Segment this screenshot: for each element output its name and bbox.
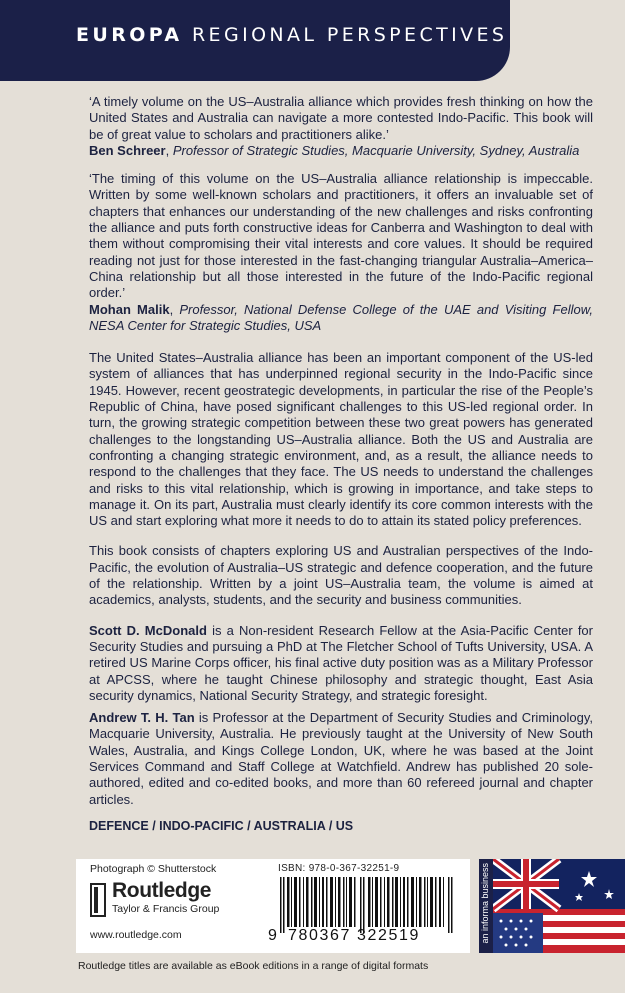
author-bio [89, 623, 593, 704]
back-cover-text [89, 94, 593, 834]
series-banner [0, 0, 510, 81]
blurb-paragraph: The United States–Australia alliance has been an important component of the US-led system of alliances that has underpinned regional security in the Indo-Pacific since 1945. However, recent geostrategic developments, in particular the rise of the People’s Republic of China, have posed significant challenges to this US-led regional order. In turn, the growing strategic competition between these two great powers has generated challenges to the longstanding US–Australia alliance. Both the US and Australia are confronting a changing strategic environment, and, as a result, the alliance needs to respond to the challenges that they face. The US needs to understand the challenges and risks to this vital relationship, which is growing in importance, and take steps to manage it. On its part, Australia must clearly identify its core common interests with the US and start exploring what more it needs to do to attain its stated policy preferences. [89, 350, 593, 529]
series-title-rest: REGIONAL PERSPECTIVES [191, 24, 508, 46]
author-bio-text: is Professor at the Department of Security Studies and Criminology, Macquarie University, Australia. He previously taught at the University of New South Wales, Australia, and Kings College London, UK, where he was based at the Joint Services Command and Staff College at Watchfield. Andrew has published 20 sole-authored, edited and co-edited books, and more than 60 refereed journal and chapter articles. [89, 710, 593, 807]
author-bio-text: is a Non-resident Research Fellow at the Asia-Pacific Center for Security Studies and pursuing a PhD at The Fletcher School of Tufts University, USA. A retired US Marine Corps officer, his final active duty position was as a Military Professor at APCSS, where he taught Chinese philosophy and strategic thought, East Asia security dynamics, National Security Strategy, and strategic foresight. [89, 622, 593, 703]
blurb-paragraph: This book consists of chapters exploring US and Australian perspectives of the Indo-Pacific, the evolution of Australia–US strategic and defence cooperation, and the future of the relationship. Written by a joint US–Australia team, the volume is aimed at academics, analysts, students, and the security and business communities. [89, 543, 593, 608]
author-name: Andrew T. H. Tan [89, 710, 195, 726]
barcode-digits: 780367 322519 [288, 927, 421, 944]
endorser-name: Ben Schreer [89, 142, 166, 158]
publisher-url: www.routledge.com [90, 929, 182, 941]
photo-credit: Photograph © Shutterstock [90, 863, 217, 875]
informa-strip [479, 859, 493, 953]
publisher-name: Routledge [112, 879, 212, 902]
endorsement-2: ‘The timing of this volume on the US–Australia alliance relationship is impeccable. Written by some well-known scholars and practitioners, it offers an invaluable set of chapters that enhances our understanding of the new challenges and risks confronting the alliance and puts forth constructive ideas for Canberra and Washington to deal with them without compromising their vital interests and core values. It should be required reading not just for those interested in the fast-changing triangular Australia–America–China relationship but all those interested in the future of the Indo-Pacific regional order.’ Mohan Malik, Professor, National Defense College of the UAE and Visiting Fellow, NESA Center for Strategic Studies, USA [89, 171, 593, 333]
informa-label: an informa business [480, 863, 490, 944]
series-title-bold: EUROPA [76, 24, 183, 46]
author-bio [89, 710, 593, 808]
endorsement-1: ‘A timely volume on the US–Australia alliance which provides fresh thinking on how the United States and Australia can navigate a more contested Indo-Pacific. This book will be of great value to scholars and practitioners alike.’ Ben Schreer, Professor of Strategic Studies, Macquarie University, Sydney, Australia [89, 94, 593, 158]
endorser-title: Professor of Strategic Studies, Macquarie University, Sydney, Australia [172, 142, 580, 158]
endorser-name: Mohan Malik [89, 301, 170, 317]
publisher-panel [76, 859, 470, 953]
publisher-subtitle: Taylor & Francis Group [112, 903, 220, 915]
ebook-note: Routledge titles are available as eBook editions in a range of digital formats [78, 960, 429, 972]
isbn-block [268, 863, 456, 949]
author-name: Scott D. McDonald [89, 622, 207, 638]
subject-categories: DEFENCE / INDO-PACIFIC / AUSTRALIA / US [89, 818, 354, 833]
flags-photo [479, 859, 625, 953]
endorser-title: Professor, National Defense College of the UAE and Visiting Fellow, NESA Center for Strategic Studies, USA [89, 301, 593, 333]
endorsement-quote: ‘The timing of this volume on the US–Australia alliance relationship is impeccable. Written by some well-known scholars and practitioners, it offers an invaluable set of chapters that enhances our understanding of the new challenges and risks confronting the alliance and puts forth constructive ideas for Canberra and Washington to deal with them without compromising their vital interests and core values. It should be required reading not just for those interested in the fast-changing triangular Australia–America–China relationship but all those interested in the future of the Indo-Pacific regional order.’ [89, 171, 593, 301]
isbn: ISBN: 978-0-367-32251-9 [278, 863, 400, 874]
barcode-lead-digit: 9 [268, 927, 277, 944]
routledge-logo-icon [90, 883, 106, 917]
series-title [76, 24, 507, 46]
barcode-icon [280, 877, 454, 933]
endorsement-quote: ‘A timely volume on the US–Australia alliance which provides fresh thinking on how the United States and Australia can navigate a more contested Indo-Pacific. This book will be of great value to scholars and practitioners alike.’ [89, 94, 593, 142]
